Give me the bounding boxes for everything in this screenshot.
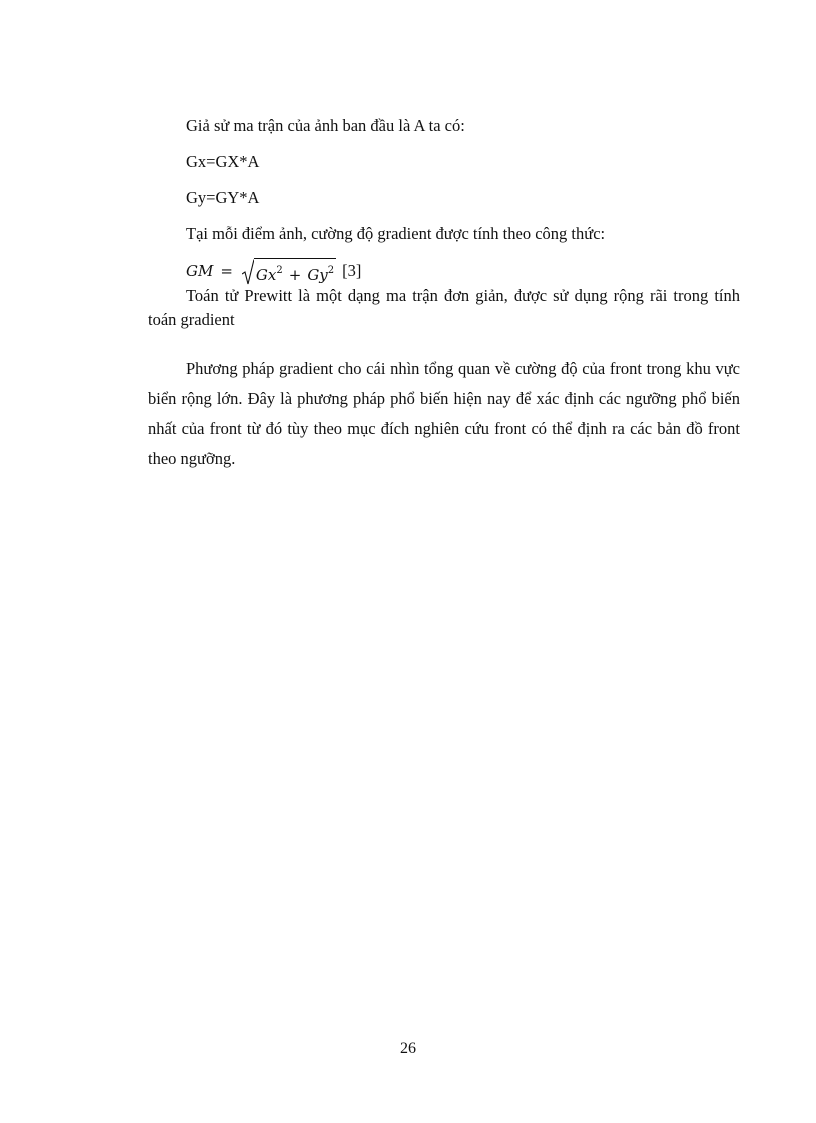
formula-equals: = [220,262,233,280]
gx-equation-line: Gx=GX*A [186,152,260,171]
prewitt-paragraph: Toán tử Prewitt là một dạng ma trận đơn giản, được sử dụng rộng rãi trong tính toán gradient [148,286,740,329]
page-number: 26 [400,1040,416,1057]
gy-equation-line: Gy=GY*A [186,188,260,207]
term2-exponent: 2 [327,264,335,276]
term2-base: Gy [307,265,328,284]
gradient-method-paragraph: Phương pháp gradient cho cái nhìn tổng quan về cường độ của front trong khu vực biển rộng lớn. Đây là phương pháp phổ biến hiện nay để xác định các ngưỡng phổ biến nhất của front từ đó tùy theo mục đích nghiên cứu front có thể định ra các bản đồ front theo ngưỡng. [148,359,740,468]
matrix-assumption-line: Giả sử ma trận của ảnh ban đầu là A ta có: [186,116,465,135]
square-root [242,258,336,285]
plus-sign: + [288,265,302,284]
term1-exponent: 2 [276,264,283,276]
term1-base: Gx [255,265,277,284]
radical-sign-icon [242,259,254,285]
gradient-magnitude-formula [186,256,361,286]
radicand [254,258,336,285]
citation: [3] [342,261,362,280]
formula-lhs: GM [186,262,214,280]
gradient-intensity-line: Tại mỗi điểm ảnh, cường độ gradient được tính theo công thức: [186,224,606,243]
